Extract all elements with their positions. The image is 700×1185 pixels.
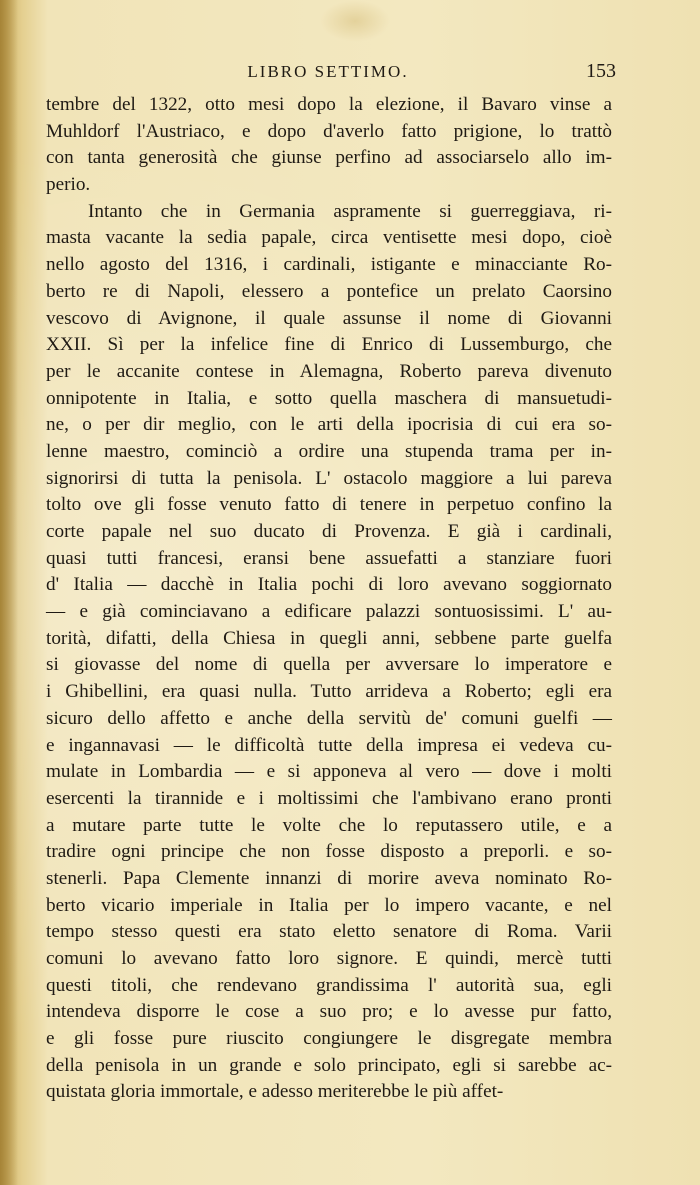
- text-line: tembre del 1322, otto mesi dopo la elezione, il Bavaro vinse a: [46, 94, 612, 115]
- text-line: della penisola in un grande e solo principato, egli si sarebbe ac-: [46, 1054, 612, 1076]
- text-line: vescovo di Avignone, il quale assunse il nome di Giovanni: [46, 307, 612, 329]
- text-line: sicuro dello affetto e anche della servitù de' comuni guelfi —: [46, 707, 612, 729]
- text-line: Muhldorf l'Austriaco, e dopo d'averlo fatto prigione, lo trattò: [46, 120, 612, 142]
- text-line: tradire ogni principe che non fosse disposto a preporli. e so-: [46, 841, 612, 863]
- text-line: perio.: [46, 174, 91, 196]
- text-line: nello agosto del 1316, i cardinali, istigante e minacciante Ro-: [46, 254, 612, 276]
- running-title: LIBRO SETTIMO.: [247, 62, 409, 81]
- text-line: berto re di Napoli, elessero a pontefice un prelato Caorsino: [46, 280, 612, 302]
- text-line: — e già cominciavano a edificare palazzi sontuosissimi. L' au-: [46, 601, 612, 623]
- text-line: d' Italia — dacchè in Italia pochi di loro avevano soggiornato: [46, 574, 612, 596]
- page-number: 153: [586, 60, 616, 82]
- text-line: tolto ove gli fosse venuto fatto di tenere in perpetuo confino la: [46, 494, 612, 516]
- text-line: mulate in Lombardia — e si apponeva al vero — dove i molti: [46, 761, 612, 783]
- text-line: masta vacante la sedia papale, circa ventisette mesi dopo, cioè: [46, 227, 612, 249]
- text-line: questi titoli, che rendevano grandissima l' autorità sua, egli: [46, 974, 612, 996]
- paragraph: [46, 92, 612, 199]
- text-line: con tanta generosità che giunse perfino ad associarselo allo im-: [46, 147, 612, 169]
- text-line: per le accanite contese in Alemagna, Roberto pareva divenuto: [46, 360, 612, 382]
- running-header: [40, 62, 616, 88]
- text-line: i Ghibellini, era quasi nulla. Tutto arrideva a Roberto; egli era: [46, 681, 612, 703]
- text-line: Intanto che in Germania aspramente si guerreggiava, ri-: [88, 200, 612, 222]
- text-line: torità, difatti, della Chiesa in quegli anni, sebbene parte guelfa: [46, 627, 612, 649]
- page-gutter-shadow: [0, 0, 18, 1185]
- paragraph: [46, 199, 612, 1106]
- text-line: tempo stesso questi era stato eletto senatore di Roma. Varii: [46, 921, 612, 943]
- text-line: comuni lo avevano fatto loro signore. E quindi, mercè tutti: [46, 948, 612, 969]
- paper-stain: [320, 0, 390, 42]
- text-line: quasi tutti francesi, eransi bene assuefatti a stanziare fuori: [46, 547, 612, 569]
- text-line: onnipotente in Italia, e sotto quella maschera di mansuetudi-: [46, 387, 612, 409]
- text-line: lenne maestro, cominciò a ordire una stupenda trama per in-: [46, 440, 612, 462]
- text-line: berto vicario imperiale in Italia per lo impero vacante, e nel: [46, 894, 612, 916]
- text-line: e gli fosse pure riuscito congiungere le disgregate membra: [46, 1028, 612, 1050]
- text-line: si giovasse del nome di quella per avversare lo imperatore e: [46, 654, 612, 676]
- text-line: a mutare parte tutte le volte che lo reputassero utile, e a: [46, 814, 612, 836]
- text-line: XXII. Sì per la infelice fine di Enrico di Lussemburgo, che: [46, 334, 612, 356]
- text-line: e ingannavasi — le difficoltà tutte della impresa ei vedeva cu-: [46, 734, 612, 756]
- text-line: signorirsi di tutta la penisola. L' ostacolo maggiore a lui pareva: [46, 467, 612, 489]
- text-line: intendeva disporre le cose a suo pro; e lo avesse pur fatto,: [46, 1001, 612, 1023]
- text-line: corte papale nel suo ducato di Provenza. E già i cardinali,: [46, 521, 612, 542]
- text-line: ne, o per dir meglio, con le arti della ipocrisia di cui era so-: [46, 414, 612, 436]
- text-line: quistata gloria immortale, e adesso meriterebbe le più affet-: [46, 1081, 504, 1103]
- text-line: esercenti la tirannide e i moltissimi che l'ambivano erano pronti: [46, 787, 612, 809]
- text-line: stenerli. Papa Clemente innanzi di morire aveva nominato Ro-: [46, 867, 612, 889]
- body-text: [46, 92, 612, 1106]
